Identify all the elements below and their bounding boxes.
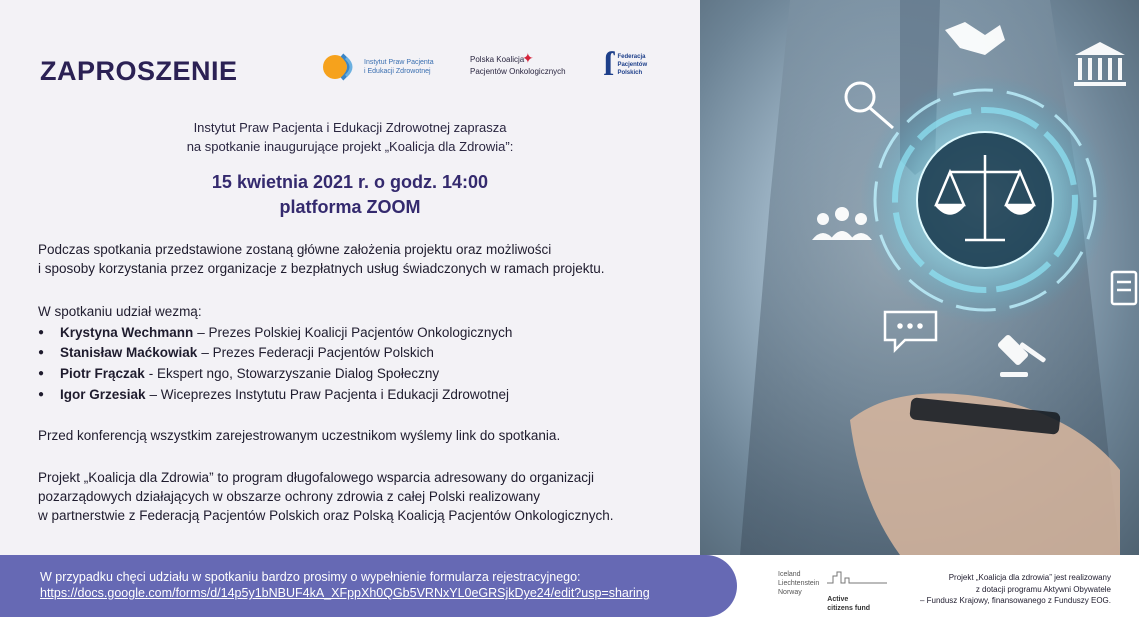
document-icon [1112,272,1136,304]
project-line-2: pozarządowych działających w obszarze ochrony zdrowia z całej Polski realizowany [38,489,540,504]
country-norway: Norway [778,589,802,596]
bank-icon [1074,42,1126,86]
fund-name-line1: Active [827,596,849,603]
project-line-1: Projekt „Koalicja dla Zdrowia” to program długofalowego wsparcia adresowany do organizacji [38,470,595,485]
fund-name-line2: citizens fund [827,605,871,612]
bullet-icon: ● [38,388,45,400]
country-liechtenstein: Liechtenstein [778,580,820,587]
intro-line-1: Instytut Praw Pacjenta i Edukacji Zdrowotnej zaprasza [193,120,507,135]
skyline-icon [827,570,887,584]
chat-icon [885,312,936,350]
handshake-icon [945,22,1005,55]
participant-name: Krystyna Wechmann [60,324,194,340]
magnifier-icon [846,83,893,128]
participant-role: – Prezes Polskiej Koalicji Pacjentów Onkologicznych [197,324,513,340]
link-notice: Przed konferencją wszystkim zarejestrowanym uczestnikom wyślemy link do spotkania. [38,428,561,443]
participant-role: - Ekspert ngo, Stowarzyszanie Dialog Społeczny [148,365,440,381]
fpp-logo-icon: ſ [604,46,614,83]
logo-fpp [604,46,647,84]
funding-note-line1: Projekt „Koalicja dla zdrowia” jest realizowany [948,573,1111,582]
funding-note-line2: z dotacji programu Aktywni Obywatele [975,584,1111,594]
funding-note-line3: – Fundusz Krajowy, finansowanego z Funduszy EOG. [919,596,1111,605]
participant-name: Igor Grzesiak [60,386,146,402]
pkpo-name-line1: Polska Koalicja [470,55,525,64]
scales-of-justice-icon [936,155,1034,240]
participant-name: Piotr Frączak [60,365,145,381]
list-item [38,363,512,384]
bullet-icon: ● [38,367,45,379]
description-line-1: Podczas spotkania przedstawione zostaną główne założenia projektu oraz możliwości [38,242,552,257]
pkpo-name-line2: Pacjentów Onkologicznych [470,67,566,76]
participant-name: Stanisław Maćkowiak [60,345,198,361]
event-platform: platforma ZOOM [279,197,421,217]
bullet-icon: ● [38,326,45,338]
fpp-name-line2: Pacjentów [617,62,648,68]
event-date: 15 kwietnia 2021 r. o godz. 14:00 [211,172,489,192]
logo-pkpo [470,50,566,78]
list-item [38,322,512,343]
ipppiez-logo-icon [322,50,356,84]
participants-list [38,322,512,404]
ipppiez-name-line1: Instytut Praw Pacjenta [364,59,434,66]
hero-image [700,0,1139,555]
fpp-name-line3: Polskich [617,70,643,76]
page-title: ZAPROSZENIE [40,56,238,86]
registration-text: W przypadku chęci udziału w spotkaniu bardzo prosimy o wypełnienie formularza rejestracyjnego: [40,570,581,584]
fpp-name-line1: Federacja [617,54,646,60]
project-description [38,468,614,525]
participants-heading: W spotkaniu udział wezmą: [38,304,202,319]
pkpo-bird-icon: ✦ [522,50,534,66]
description-paragraph [38,240,605,278]
ipppiez-name-line2: i Edukacji Zdrowotnej [364,68,431,75]
project-line-3: w partnerstwie z Federacją Pacjentów Polskich oraz Polską Koalicją Pacjentów Onkologicznych. [38,508,614,523]
list-item [38,384,512,405]
active-citizens-fund-logo [778,570,887,613]
registration-form-link[interactable]: https://docs.google.com/forms/d/14p5y1bNBUF4kA_XFppXh0QGb5VRNxYL0eGRSjkDye24/edit?usp=sharing [40,586,650,600]
registration-banner [0,555,737,617]
description-line-2: i sposoby korzystania przez organizacje z bezpłatnych usług świadczonych w ramach projektu. [38,261,605,276]
country-iceland: Iceland [778,571,801,578]
bullet-icon: ● [38,347,45,359]
funding-note [920,572,1111,607]
gavel-icon [997,334,1047,377]
list-item [38,343,512,364]
intro-line-2: na spotkanie inaugurujące projekt „Koalicja dla Zdrowia”: [186,139,514,154]
participant-role: – Prezes Federacji Pacjentów Polskich [201,345,434,361]
people-icon [812,207,872,240]
logo-ipppiez [322,50,434,84]
participant-role: – Wiceprezes Instytutu Praw Pacjenta i Edukacji Zdrowotnej [149,386,509,402]
